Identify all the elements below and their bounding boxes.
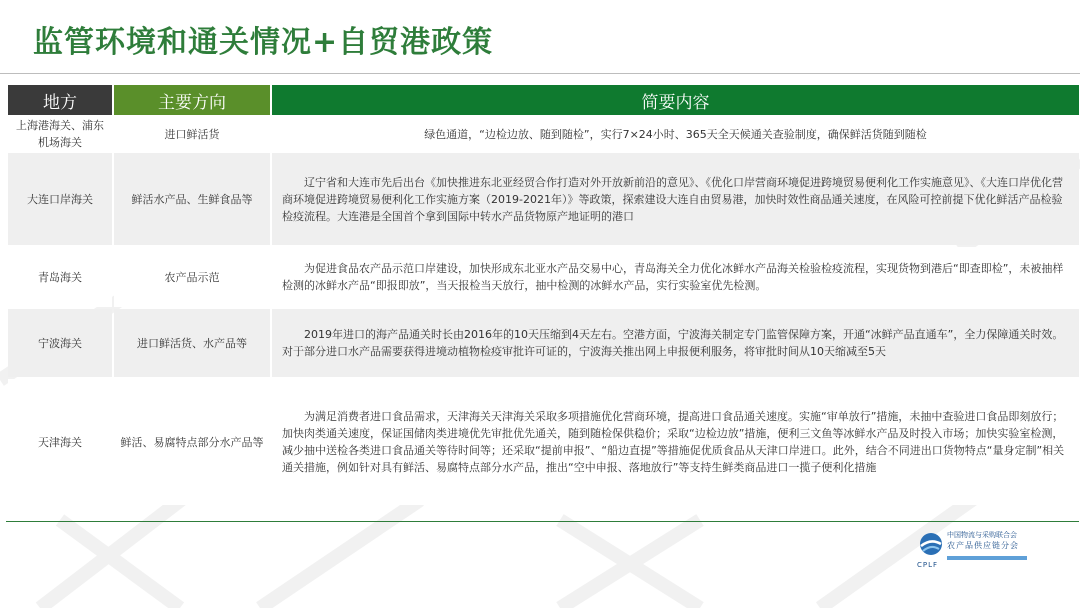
cell-direction: 农产品示范 (114, 247, 270, 307)
header-place: 地方 (8, 85, 112, 115)
policy-table (6, 83, 1080, 507)
cell-place: 上海港海关、浦东机场海关 (8, 117, 112, 151)
cell-direction: 鲜活水产品、生鲜食品等 (114, 153, 270, 245)
org-logo (917, 528, 1077, 578)
cell-place: 青岛海关 (8, 247, 112, 307)
table-row (8, 309, 1079, 377)
table-row (8, 379, 1079, 505)
cell-summary: 绿色通道，“边检边放、随到随检”，实行7×24小时、365天全天候通关查验制度，确保鲜活货随到随检 (272, 117, 1079, 151)
header-summary: 简要内容 (272, 85, 1079, 115)
cell-summary: 为满足消费者进口食品需求，天津海关天津海关采取多项措施优化营商环境，提高进口食品通关速度。实施“审单放行”措施，未抽中查验进口食品即刻放行；加快肉类通关速度，保证国储肉类进境优先审批优先通关，随到随检保供稳价；采取“边检边放”措施，便利三文鱼等冰鲜水产品及时投入市场；加快实验室检测，减少抽中送检各类进口食品通关等待时间等；还采取“提前申报”、“船边直提”等措施促优质食品从天津口岸进口。此外，结合不同进出口货物特点“量身定制”相关通关措施，例如针对具有鲜活、易腐特点部分水产品，推出“空中申报、落地放行”等支持生鲜类商品进口一揽子便利化措施 (272, 379, 1079, 505)
policy-table-container (6, 83, 1079, 507)
page-title: 监管环境和通关情况+自贸港政策 (33, 25, 494, 60)
cell-place: 大连口岸海关 (8, 153, 112, 245)
cell-summary: 为促进食品农产品示范口岸建设，加快形成东北亚水产品交易中心，青岛海关全力优化冰鲜水产品海关检验检疫流程，实现货物到港后“即查即检”，未被抽样检测的冰鲜水产品“即报即放”，当天报检当天放行，抽中检测的冰鲜水产品，实行实验室优先检测。 (272, 247, 1079, 307)
table-row (8, 247, 1079, 307)
table-header-row (8, 85, 1079, 115)
logo-org-name: 中国物流与采购联合会 (947, 531, 1017, 539)
cell-summary: 辽宁省和大连市先后出台《加快推进东北亚经贸合作打造对外开放新前沿的意见》、《优化口岸营商环境促进跨境贸易便利化工作实施意见》、《大连口岸优化营商环境促进跨境贸易便利化工作实施方案（2019-2021年）》等政策，探索建设大连自由贸易港，加快时效性商品通关速度，在风险可控前提下优化鲜活产品检验检疫流程。大连港是全国首个拿到国际中转水产品货物原产地证明的港口 (272, 153, 1079, 245)
logo-bar (947, 556, 1027, 560)
cell-direction: 进口鲜活货 (114, 117, 270, 151)
header-direction: 主要方向 (114, 85, 270, 115)
cell-place: 宁波海关 (8, 309, 112, 377)
cell-place: 天津海关 (8, 379, 112, 505)
logo-branch-name: 农产品供应链分会 (947, 541, 1019, 550)
table-row (8, 153, 1079, 245)
title-divider (0, 73, 1080, 74)
cell-direction: 鲜活、易腐特点部分水产品等 (114, 379, 270, 505)
footer-divider (6, 521, 1079, 522)
cell-summary: 2019年进口的海产品通关时长由2016年的10天压缩到4天左右。空港方面，宁波海关制定专门监管保障方案，开通“冰鲜产品直通车”，全力保障通关时效。对于部分进口水产品需要获得进境动植物检疫审批许可证的，宁波海关推出网上申报便利服务，将审批时间从10天缩减至5天 (272, 309, 1079, 377)
globe-logo-icon (917, 530, 945, 560)
cell-direction: 进口鲜活货、水产品等 (114, 309, 270, 377)
logo-abbreviation: CPLF (917, 561, 939, 569)
table-row (8, 117, 1079, 151)
